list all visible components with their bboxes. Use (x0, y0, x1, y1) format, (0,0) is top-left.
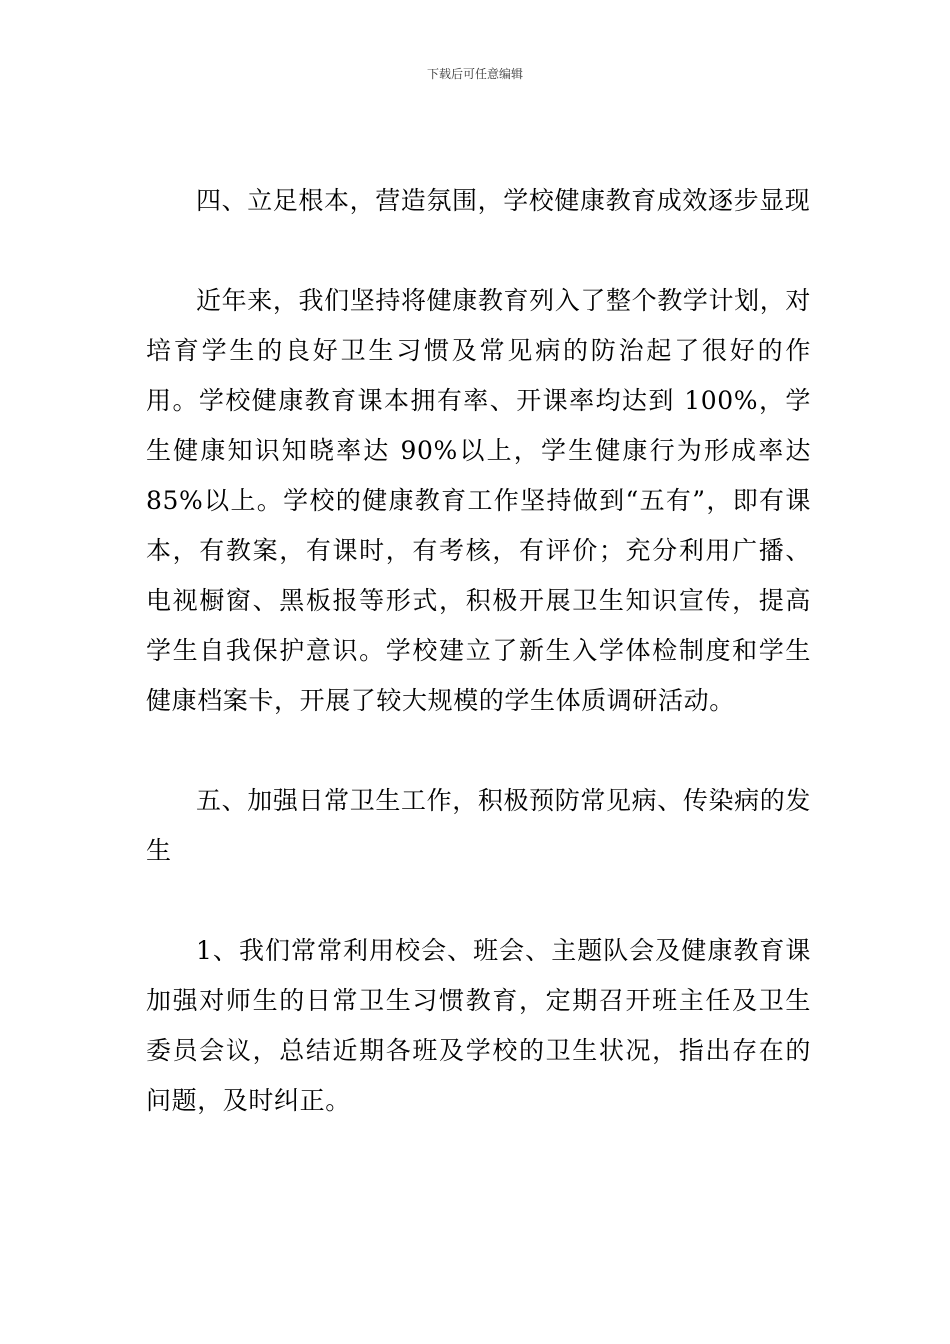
body-paragraph-2: 1、我们常常利用校会、班会、主题队会及健康教育课加强对师生的日常卫生习惯教育，定期召开班主任及卫生委员会议，总结近期各班及学校的卫生状况，指出存在的问题，及时纠正。 (146, 936, 811, 1115)
section-heading-5: 五、加强日常卫生工作，积极预防常见病、传染病的发生 (146, 786, 811, 865)
paragraph-gap (146, 876, 811, 926)
document-body (146, 176, 811, 1126)
paragraph-gap (146, 226, 811, 276)
paragraph-gap (146, 726, 811, 776)
section-heading-4: 四、立足根本，营造氛围，学校健康教育成效逐步显现 (196, 186, 811, 215)
page-header: 下载后可任意编辑 (426, 67, 523, 81)
body-paragraph-1: 近年来，我们坚持将健康教育列入了整个教学计划，对培育学生的良好卫生习惯及常见病的防治起了很好的作用。学校健康教育课本拥有率、开课率均达到 100%，学生健康知识知晓率达 90%以上，学生健康行为形成率达 85%以上。学校的健康教育工作坚持做到“五有”，即有课本，有教案，有课时，有考核，有评价；充分利用广播、电视橱窗、黑板报等形式，积极开展卫生知识宣传，提高学生自我保护意识。学校建立了新生入学体检制度和学生健康档案卡，开展了较大规模的学生体质调研活动。 (146, 286, 811, 715)
